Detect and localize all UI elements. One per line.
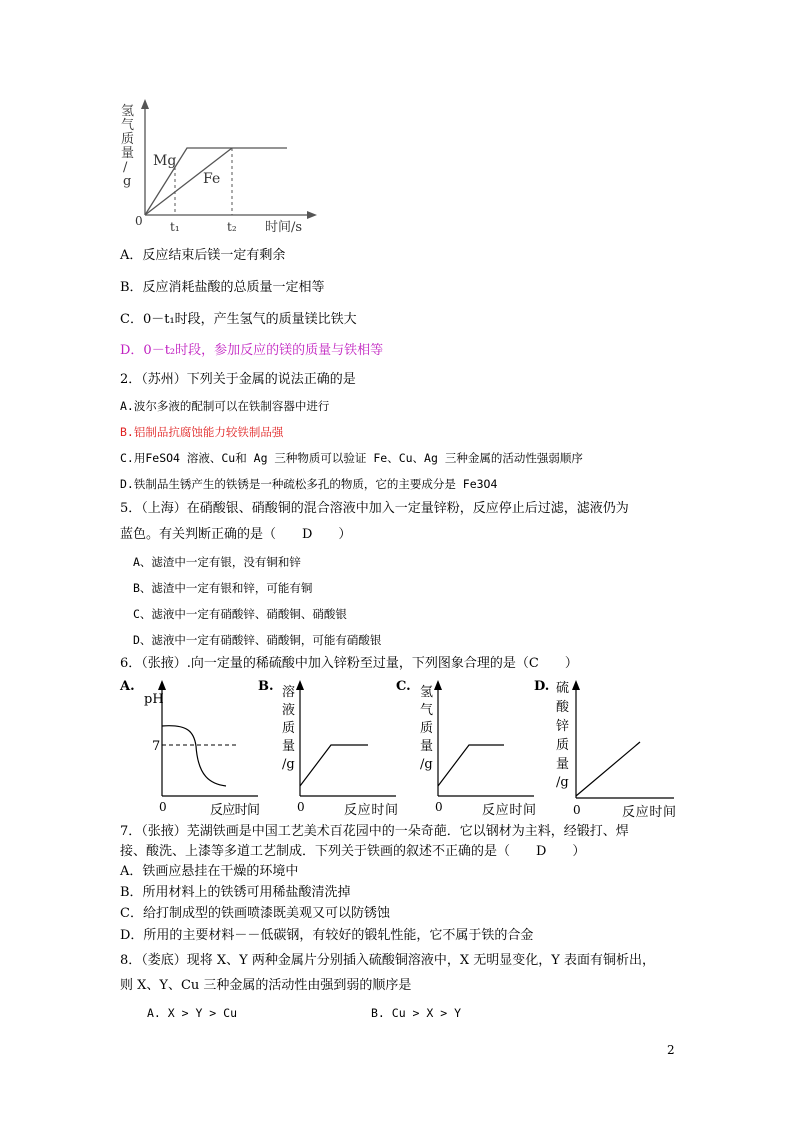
ylabel-char: 量 [282, 739, 296, 754]
ylabel-char: 质 [556, 738, 570, 753]
ylabel-char: 氢 [121, 104, 135, 119]
q1-option-a: A．反应结束后镁一定有剩余 [120, 248, 286, 263]
x-axis-arrow [307, 211, 317, 219]
page-number: 2 [667, 1043, 675, 1057]
q5-option-c: C、滤液中一定有硝酸锌、硝酸铜、硝酸银 [133, 607, 347, 621]
hydrogen-mass-curve [438, 745, 504, 786]
ylabel-char: /g [282, 757, 295, 772]
origin-label: 0 [135, 214, 143, 228]
q6-stem: 6．（张掖）.向一定量的稀硫酸中加入锌粉至过量，下列图象合理的是（C ） [120, 656, 578, 671]
ylabel-char: 液 [282, 703, 296, 718]
q6-graph-d [532, 676, 678, 822]
q5-option-a: A、滤渣中一定有银，没有铜和锌 [133, 555, 301, 569]
q2-option-d: D.铁制品生锈产生的铁锈是一种疏松多孔的物质，它的主要成分是 Fe3O4 [120, 477, 498, 491]
ph-curve [162, 726, 226, 786]
q7-option-a: A．铁画应悬挂在干燥的环境中 [120, 864, 299, 879]
q7-option-b: B．所用材料上的铁锈可用稀盐酸清洗掉 [120, 885, 351, 900]
graph-letter: A. [120, 679, 135, 694]
graph-origin: 0 [159, 800, 167, 814]
ylabel-char: 溶 [282, 685, 296, 700]
y-axis-arrow [296, 680, 304, 690]
ylabel-char: 气 [121, 118, 135, 133]
zinc-sulfate-curve [576, 742, 640, 796]
q8-option-b: B. Cu > X > Y [371, 1006, 462, 1020]
ylabel-char: 气 [420, 703, 434, 718]
ylabel-char: 酸 [556, 700, 570, 715]
q1-option-c: C．0－t₁时段，产生氢气的质量镁比铁大 [120, 312, 357, 327]
graph-letter: D. [534, 679, 550, 694]
mg-label: Mg [153, 153, 177, 169]
y-axis-arrow [434, 680, 442, 690]
hydrogen-mass-graph [115, 95, 325, 235]
ylabel-char: / [123, 160, 128, 175]
q7-option-d: D．所用的主要材料－－低碳钢，有较好的锻轧性能，它不属于铁的合金 [120, 928, 534, 943]
ylabel-char: 量 [121, 146, 135, 161]
graph-xlabel: 反应时间 [210, 803, 260, 818]
q6-graph-b [256, 676, 402, 820]
q1-option-d: D．0－t₂时段，参加反应的镁的质量与铁相等 [120, 343, 384, 358]
ylabel-char: 硫 [556, 681, 570, 696]
q2-stem: 2．（苏州）下列关于金属的说法正确的是 [120, 372, 356, 387]
graph-letter: B. [258, 679, 274, 694]
q5-stem-line2: 蓝色。有关判断正确的是（ D ） [120, 527, 352, 542]
q8-option-a: A. X > Y > Cu [147, 1006, 238, 1020]
graph-xlabel: 反应时间 [622, 805, 676, 820]
q6-graph-a [118, 676, 264, 820]
y-axis-arrow [158, 680, 166, 690]
q1-option-b: B．反应消耗盐酸的总质量一定相等 [120, 280, 325, 295]
t1-label: t₁ [170, 220, 180, 234]
q2-option-b: B.铝制品抗腐蚀能力较铁制品强 [120, 425, 284, 439]
q5-option-d: D、滤液中一定有硝酸锌、硝酸铜，可能有硝酸银 [133, 633, 382, 647]
q8-stem-line2: 则 X、Y、Cu 三种金属的活动性由强到弱的顺序是 [120, 978, 412, 993]
ylabel-char: 量 [556, 757, 570, 772]
y-axis-arrow [141, 99, 149, 109]
ylabel-char: 质 [282, 721, 296, 736]
ylabel-char: 量 [420, 739, 434, 754]
q7-stem-line1: 7．（张掖）芜湖铁画是中国工艺美术百花园中的一朵奇葩．它以钢材为主料，经锻打、焊 [120, 824, 629, 839]
y-axis-arrow [572, 680, 580, 690]
fe-label: Fe [203, 171, 221, 187]
ylabel-char: 锌 [556, 719, 570, 734]
q2-option-c: C.用FeSO4 溶液、Cu和 Ag 三种物质可以验证 Fe、Cu、Ag 三种金属的活动性强弱顺序 [120, 451, 583, 465]
q8-stem-line1: 8．（娄底）现将 X、Y 两种金属片分别插入硫酸铜溶液中，X 无明显变化，Y 表面有铜析出， [120, 953, 655, 968]
t2-label: t₂ [227, 220, 237, 234]
graph-ylabel: pH [144, 692, 164, 707]
graph-origin: 0 [435, 800, 443, 814]
graph-letter: C. [396, 679, 411, 694]
ph7-label: 7 [152, 739, 161, 754]
q5-stem-line1: 5．（上海）在硝酸银、硝酸铜的混合溶液中加入一定量锌粉，反应停止后过滤，滤液仍为 [120, 501, 629, 516]
graph-origin: 0 [573, 803, 581, 817]
ylabel-char: 氢 [420, 685, 434, 700]
q7-option-c: C．给打制成型的铁画喷漆既美观又可以防锈蚀 [120, 906, 390, 921]
ylabel-char: 质 [420, 721, 434, 736]
graph-xlabel: 反应时间 [344, 803, 398, 818]
ylabel-char: /g [556, 775, 569, 790]
graph-xlabel: 反应时间 [482, 803, 536, 818]
q6-graph-c [394, 676, 540, 820]
ylabel-char: /g [420, 757, 433, 772]
q7-stem-line2: 接、酸洗、上漆等多道工艺制成．下列关于铁画的叙述不正确的是（ D ） [120, 844, 586, 859]
solution-mass-curve [300, 745, 368, 786]
ylabel-char: g [123, 174, 132, 189]
q2-option-a: A.波尔多液的配制可以在铁制容器中进行 [120, 399, 330, 413]
q5-option-b: B、滤渣中一定有银和锌，可能有铜 [133, 581, 313, 595]
ylabel-char: 质 [121, 132, 135, 147]
graph-origin: 0 [297, 800, 305, 814]
xlabel: 时间/s [265, 220, 303, 235]
